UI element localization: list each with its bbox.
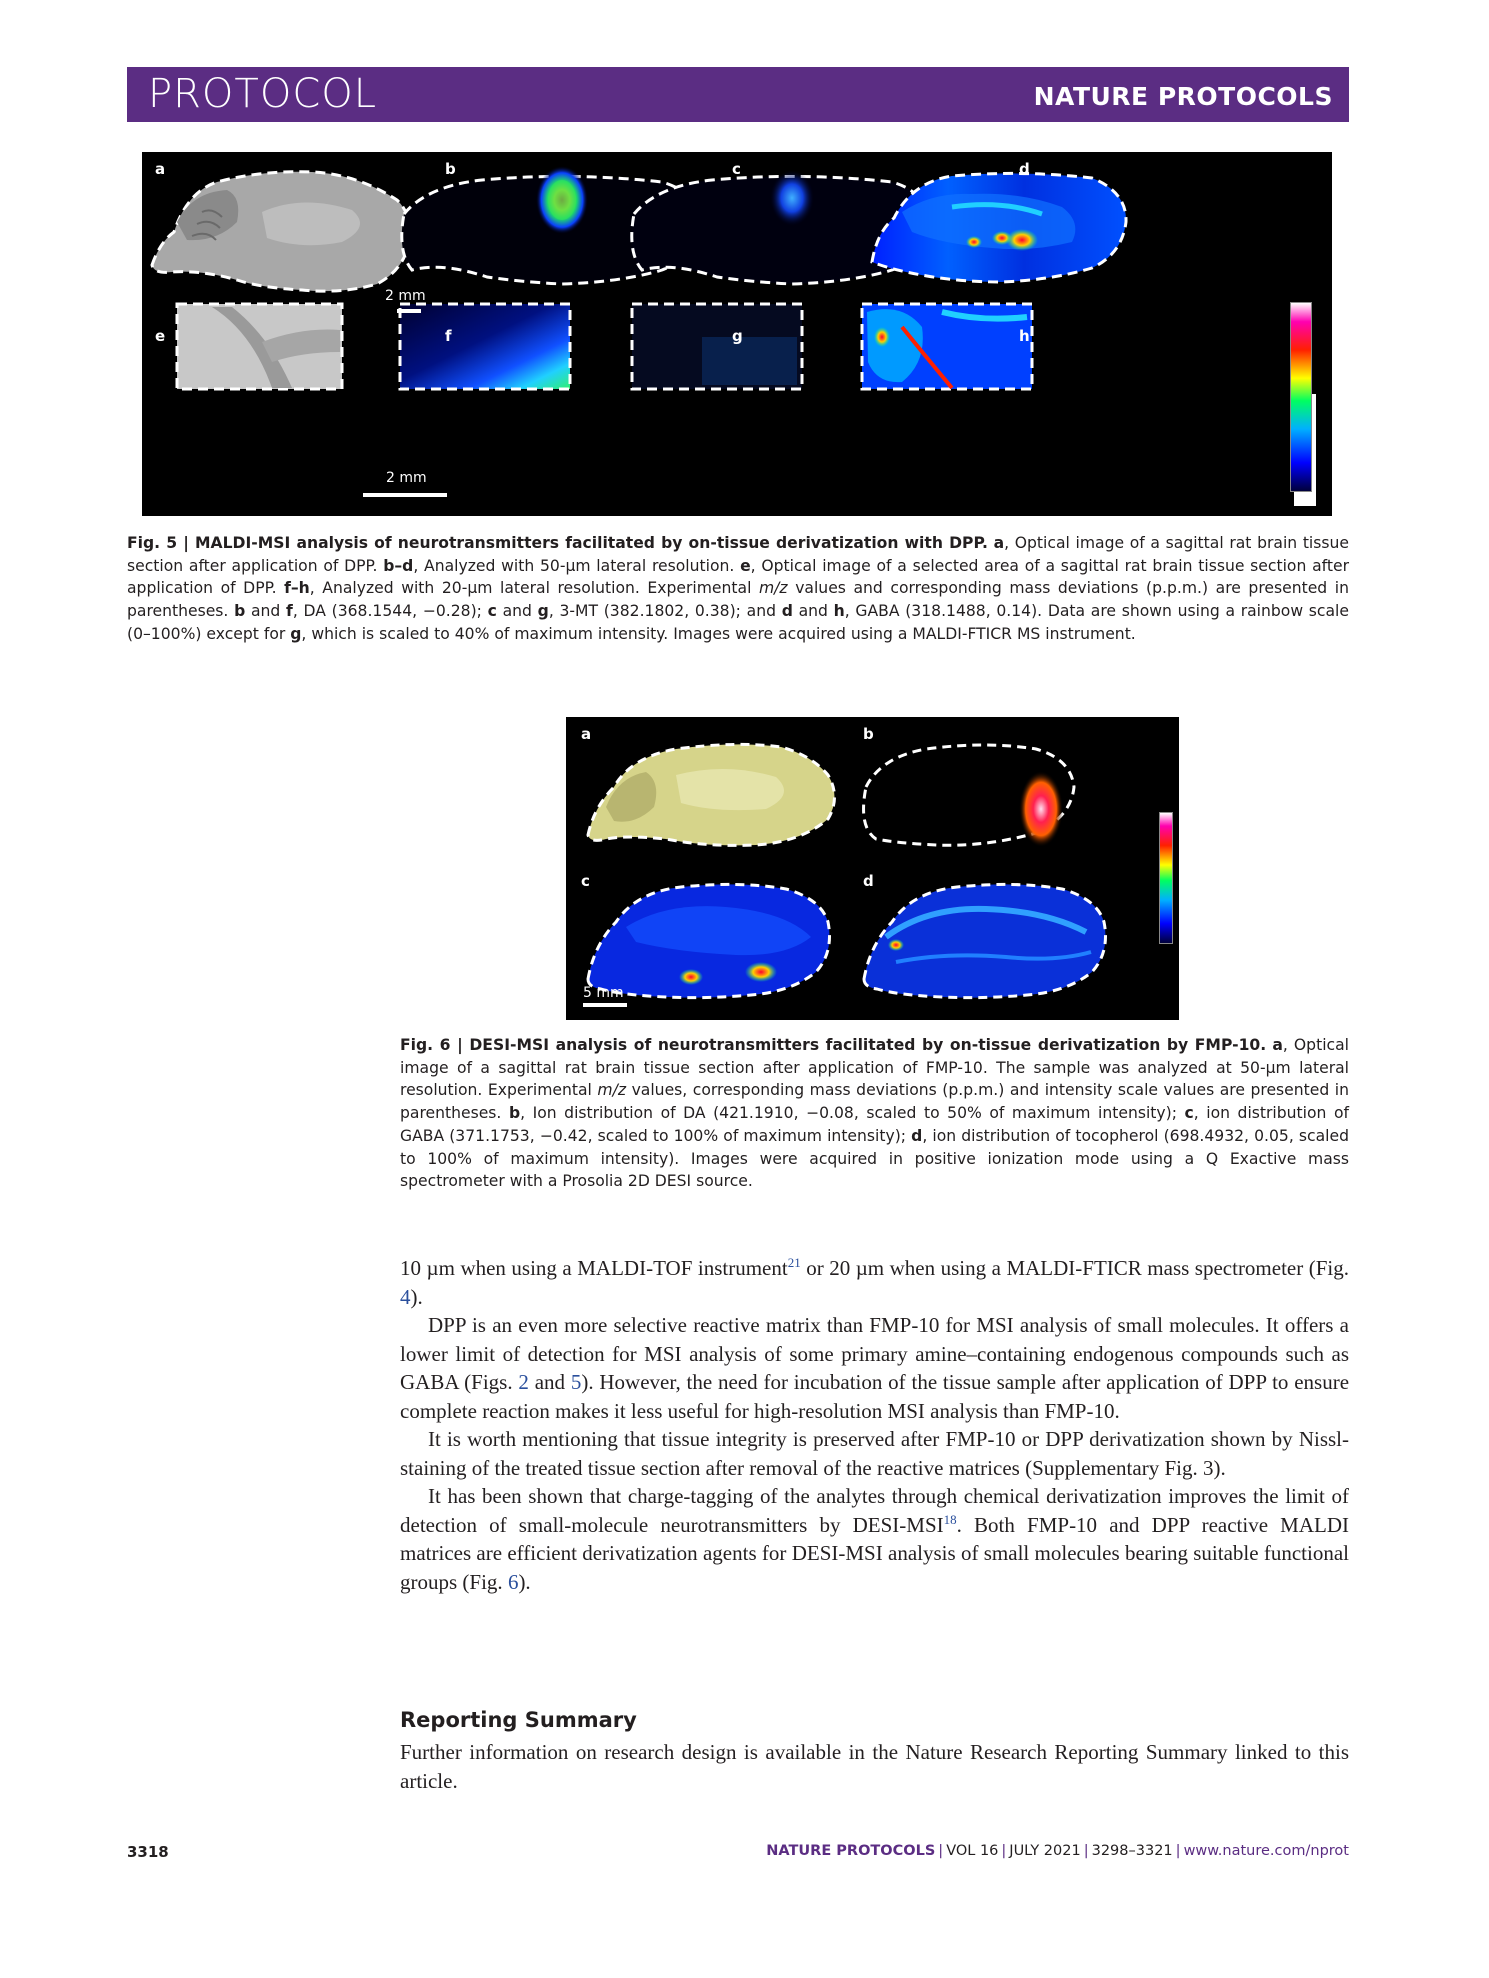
- text-run: values, corresponding mass deviations (p.p.m.) and intensity scale values are presented in parentheses.: [400, 1081, 1349, 1123]
- text-run: and: [528, 1370, 571, 1394]
- fig6-scale-label: 5 mm: [583, 985, 624, 1001]
- text-run: , 3-MT (382.1802, 0.38); and: [548, 602, 782, 621]
- text-run: , Optical image of a sagittal rat brain tissue section after application of FMP-10. The sample was analyzed at 50-µm lateral resolution. Experimental: [400, 1036, 1349, 1100]
- text-run: , Optical image of a sagittal rat brain tissue section after application of DPP.: [127, 534, 1349, 575]
- text-run: values and corresponding mass deviations (p.p.m.) are presented in parentheses.: [127, 579, 1349, 621]
- figure-6-caption: [400, 1034, 1349, 1193]
- body-paragraph-3: [400, 1425, 1349, 1482]
- footer-journal: NATURE PROTOCOLS: [766, 1843, 936, 1859]
- text-run: and: [792, 602, 834, 621]
- fig5-panel-label-g: g: [732, 327, 743, 345]
- text-run: ). However, the need for incubation of the tissue sample after application of DPP to ensure complete reaction makes it less useful for high-resolution MSI analysis than FMP-10.: [400, 1370, 1350, 1423]
- fig5-scale-bar-top: [397, 309, 421, 313]
- text-run: m/z: [758, 579, 788, 598]
- fig6-panel-label-b: b: [863, 725, 874, 743]
- text-run[interactable]: 18: [943, 1511, 957, 1527]
- text-run: , Analyzed with 50-µm lateral resolution.: [413, 556, 741, 575]
- footer-url-link[interactable]: www.nature.com/nprot: [1183, 1843, 1349, 1859]
- text-run: , ion distribution of tocopherol (698.4932, 0.05, scaled to 100% of maximum intensity). Images were acquired in positive ionization mode using a Q Exactive mass spectrometer with a Prosolia 2D DESI source.: [400, 1126, 1349, 1191]
- figure-6-image: [566, 717, 1179, 1020]
- text-run: b: [508, 1104, 521, 1123]
- footer-pages: 3298–3321: [1091, 1843, 1173, 1859]
- text-run: b: [234, 602, 246, 621]
- text-run: and: [496, 602, 538, 621]
- text-run: e: [740, 556, 751, 575]
- text-run: , DA (368.1544, −0.28);: [292, 602, 488, 621]
- journal-name: NATURE PROTOCOLS: [1033, 82, 1333, 111]
- text-run: m/z: [597, 1081, 627, 1100]
- fig5-caption-lead: Fig. 5 | MALDI-MSI analysis of neurotransmitters facilitated by on-tissue derivatization with DPP.: [127, 534, 988, 552]
- text-run[interactable]: 6: [507, 1569, 519, 1594]
- text-run: c: [487, 602, 497, 621]
- text-run: 10 µm when using a MALDI-TOF instrument: [400, 1256, 788, 1280]
- fig5-panel-label-e: e: [155, 327, 166, 345]
- reporting-summary-heading: Reporting Summary: [400, 1708, 637, 1732]
- text-run: g: [290, 624, 302, 643]
- page-number: 3318: [127, 1843, 169, 1861]
- text-run: , which is scaled to 40% of maximum intensity. Images were acquired using a MALDI-FTICR MS instrument.: [301, 624, 1136, 643]
- text-run: or 20 µm when using a MALDI-FTICR mass spectrometer (Fig.: [800, 1256, 1349, 1280]
- figure-5-caption: [127, 532, 1349, 646]
- text-run[interactable]: 2: [518, 1370, 529, 1394]
- fig5-scale-label-bottom: 2 mm: [386, 470, 427, 486]
- text-run: c: [1184, 1104, 1194, 1123]
- body-paragraph-2: [400, 1311, 1349, 1425]
- reporting-summary-paragraph: Further information on research design is available in the Nature Research Reporting Summary linked to this article.: [400, 1740, 1349, 1793]
- fig5-panel-label-b: b: [445, 160, 456, 178]
- text-run: and: [245, 602, 287, 621]
- fig5-panel-label-c: c: [732, 160, 741, 178]
- footer-volume: VOL 16: [946, 1843, 999, 1859]
- text-run[interactable]: 5: [570, 1370, 582, 1394]
- text-run: a: [993, 534, 1005, 552]
- text-run: It is worth mentioning that tissue integrity is preserved after FMP-10 or DPP derivatization shown by Nissl-staining of the treated tissue section after removal of the reactive matrices (Supplementary Fig. 3).: [400, 1427, 1349, 1480]
- body-text: [400, 1254, 1349, 1596]
- text-run: , Ion distribution of DA (421.1910, −0.08, scaled to 50% of maximum intensity);: [520, 1104, 1185, 1123]
- fig5-panel-label-h: h: [1019, 327, 1030, 345]
- section-label: PROTOCOL: [148, 71, 378, 117]
- body-paragraph-1: [400, 1254, 1349, 1311]
- footer-citation: NATURE PROTOCOLS | VOL 16 | JULY 2021 | 3298–3321 | www.nature.com/nprot: [766, 1843, 1349, 1859]
- fig5-panel-label-d: d: [1019, 160, 1030, 178]
- text-run: a: [1272, 1036, 1283, 1054]
- text-run: d: [911, 1126, 923, 1145]
- fig5-panel-label-a: a: [155, 160, 166, 178]
- text-run[interactable]: 4: [400, 1284, 411, 1309]
- figure-5-image: [142, 152, 1332, 516]
- reporting-summary-text: [400, 1738, 1349, 1795]
- text-run: ).: [518, 1569, 531, 1594]
- text-run: d: [781, 602, 793, 621]
- journal-header-band: [127, 67, 1349, 122]
- text-run: It has been shown that charge-tagging of the analytes through chemical derivatization improves the limit of detection of small-molecule neurotransmitters by DESI-MSI: [400, 1484, 1349, 1537]
- text-run: f–h: [284, 579, 310, 598]
- footer-date: JULY 2021: [1009, 1843, 1081, 1859]
- text-run: , Analyzed with 20-µm lateral resolution. Experimental: [309, 579, 759, 598]
- fig6-caption-body: [400, 1036, 1349, 1190]
- fig6-scale-bar: [583, 1003, 627, 1007]
- text-run: , ion distribution of GABA (371.1753, −0.42, scaled to 100% of maximum intensity);: [400, 1104, 1349, 1145]
- text-run: DPP is an even more selective reactive matrix than FMP-10 for MSI analysis of small molecules. It offers a lower limit of detection for MSI analysis of some primary amine–containing endogenous compounds such as GABA (Figs.: [400, 1313, 1349, 1394]
- fig6-panel-label-a: a: [581, 725, 592, 743]
- fig6-panel-label-c: c: [581, 872, 590, 890]
- text-run: g: [537, 602, 549, 621]
- fig6-colour-scale-bar: [1159, 812, 1173, 944]
- fig5-colour-scale-bar: [1290, 302, 1312, 492]
- text-run[interactable]: 21: [787, 1255, 801, 1270]
- fig5-panel-label-f: f: [445, 327, 452, 345]
- text-run: b–d: [383, 556, 414, 575]
- text-run: f: [286, 602, 293, 621]
- text-run: , GABA (318.1488, 0.14). Data are shown using a rainbow scale (0–100%) except for: [127, 602, 1349, 643]
- text-run: ).: [410, 1284, 423, 1309]
- fig5-scale-bar-bottom: [363, 493, 447, 497]
- text-run: , Optical image of a selected area of a sagittal rat brain tissue section after application of DPP.: [127, 556, 1349, 598]
- body-paragraph-4: [400, 1482, 1349, 1596]
- fig6-caption-lead: Fig. 6 | DESI-MSI analysis of neurotransmitters facilitated by on-tissue derivatization by FMP-10.: [400, 1036, 1267, 1054]
- figure-6-panels: [566, 717, 1179, 1020]
- text-run: . Both FMP-10 and DPP reactive MALDI matrices are efficient derivatization agents for DESI-MSI analysis of small molecules bearing suitable functional groups (Fig.: [400, 1512, 1349, 1594]
- text-run: h: [833, 602, 845, 621]
- fig5-scale-label-top: 2 mm: [385, 288, 426, 304]
- fig6-panel-label-d: d: [863, 872, 874, 890]
